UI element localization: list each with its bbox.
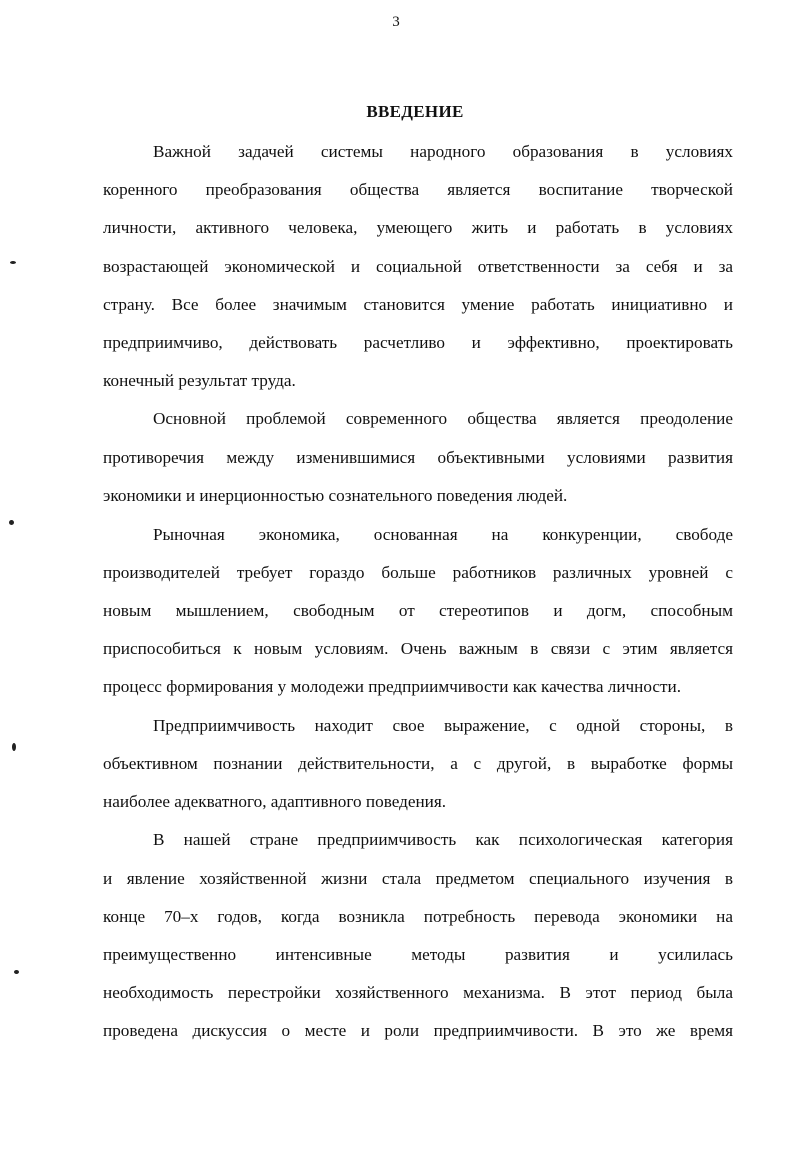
page-number: 3	[392, 14, 400, 30]
text-line: производителей требует гораздо больше работников различных уровней с	[103, 563, 733, 582]
text-line: конце 70–х годов, когда возникла потребность перевода экономики на	[103, 907, 733, 926]
text-line: проведена дискуссия о месте и роли предприимчивости. В это же время	[103, 1021, 733, 1040]
scan-mark	[10, 261, 16, 264]
text-line: процесс формирования у молодежи предприимчивости как качества личности.	[103, 677, 682, 696]
text-line: наиболее адекватного, адаптивного поведения.	[103, 792, 447, 811]
text-line: экономики и инерционностью сознательного поведения людей.	[103, 486, 568, 505]
text-line: противоречия между изменившимися объективными условиями развития	[103, 448, 733, 467]
text-line: Основной проблемой современного общества является преодоление	[153, 409, 733, 428]
text-line: В нашей стране предприимчивость как психологическая категория	[153, 830, 733, 849]
text-line: Важной задачей системы народного образования в условиях	[153, 142, 733, 161]
text-line: предприимчиво, действовать расчетливо и эффективно, проектировать	[103, 333, 733, 352]
text-line: страну. Все более значимым становится умение работать инициативно и	[103, 295, 733, 314]
text-line: необходимость перестройки хозяйственного механизма. В этот период была	[103, 983, 733, 1002]
scan-mark	[9, 520, 14, 525]
text-line: коренного преобразования общества является воспитание творческой	[103, 180, 733, 199]
scan-mark	[14, 970, 19, 974]
text-line: возрастающей экономической и социальной ответственности за себя и за	[103, 257, 733, 276]
text-line: конечный результат труда.	[103, 371, 296, 390]
text-line: и явление хозяйственной жизни стала предметом специального изучения в	[103, 869, 733, 888]
text-line: новым мышлением, свободным от стереотипов и догм, способным	[103, 601, 733, 620]
scan-mark	[12, 743, 16, 751]
text-line: Предприимчивость находит свое выражение, с одной стороны, в	[153, 716, 733, 735]
text-line: приспособиться к новым условиям. Очень важным в связи с этим является	[103, 639, 733, 658]
text-line: Рыночная экономика, основанная на конкуренции, свободе	[153, 525, 733, 544]
section-heading: ВВЕДЕНИЕ	[366, 102, 464, 121]
text-line: объективном познании действительности, а с другой, в выработке формы	[103, 754, 733, 773]
text-line: преимущественно интенсивные методы развития и усилилась	[103, 945, 733, 964]
text-line: личности, активного человека, умеющего жить и работать в условиях	[103, 218, 733, 237]
